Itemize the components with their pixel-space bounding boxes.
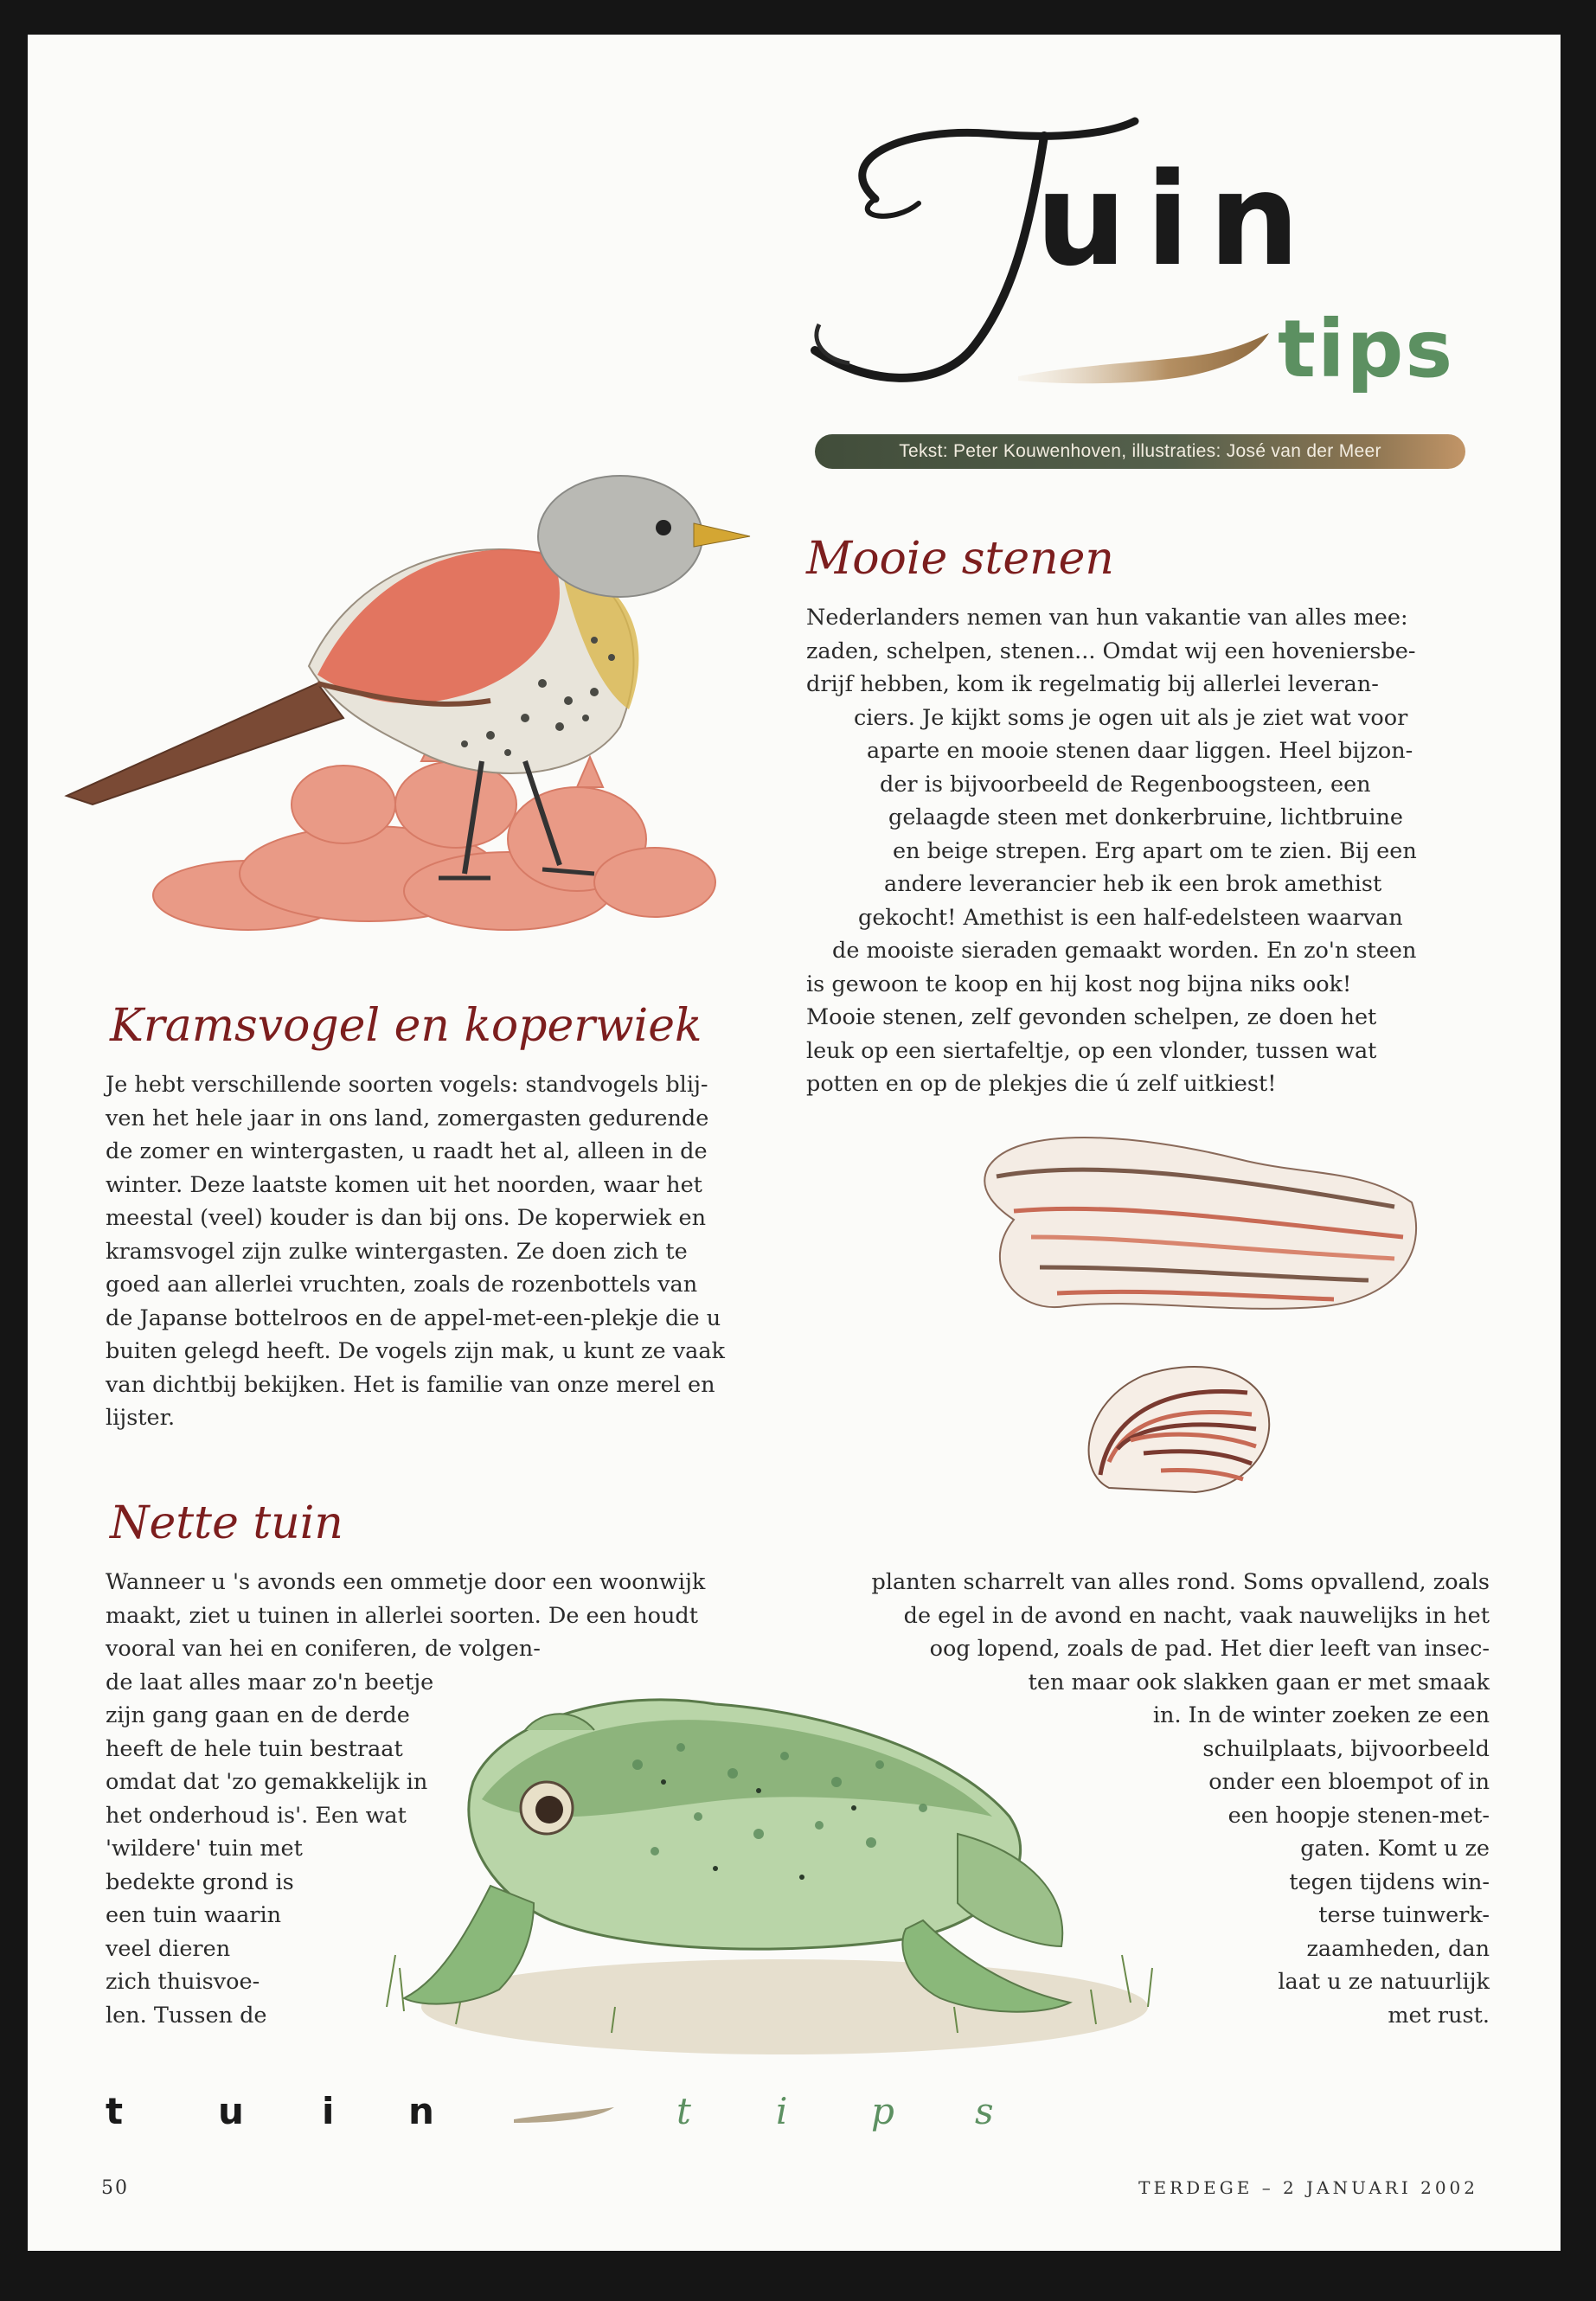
toad-illustration xyxy=(352,1661,1208,2067)
text-line: omdat dat 'zo gemakkelijk in xyxy=(106,1769,428,1795)
footer-letter: u xyxy=(218,2090,244,2132)
footer-letter: t xyxy=(106,2090,124,2132)
text-line: met rust. xyxy=(1388,2002,1490,2029)
text-line: gelaagde steen met donkerbruine, lichtbruine xyxy=(888,804,1404,830)
footer-brush-stroke xyxy=(512,2102,616,2128)
text-mooie-stenen xyxy=(806,601,1481,1101)
text-line: oog lopend, zoals de pad. Het dier leeft van insec- xyxy=(929,1636,1490,1662)
text-line: de Japanse bottelroos en de appel-met-een-plekje die u xyxy=(106,1304,721,1331)
text-line: zich thuisvoe- xyxy=(106,1969,260,1995)
text-line: goed aan allerlei vruchten, zoals de rozenbottels van xyxy=(106,1272,698,1298)
text-line: gaten. Komt u ze xyxy=(1300,1836,1490,1862)
text-line: der is bijvoorbeeld de Regenboogsteen, een xyxy=(880,771,1371,798)
magazine-page xyxy=(28,35,1561,2251)
text-line: leuk op een siertafeltje, op een vlonder, tussen wat xyxy=(806,1037,1377,1064)
text-line: buiten gelegd heeft. De vogels zijn mak, u kunt ze vaak xyxy=(106,1338,725,1364)
text-line: de egel in de avond en nacht, vaak nauwelijks in het xyxy=(903,1602,1490,1629)
text-line: de laat alles maar zo'n beetje xyxy=(106,1669,434,1695)
text-line: ven het hele jaar in ons land, zomergasten gedurende xyxy=(106,1105,709,1131)
text-line: ten maar ook slakken gaan er met smaak xyxy=(1028,1669,1490,1695)
text-line: ciers. Je kijkt soms je ogen uit als je ziet wat voor xyxy=(854,704,1408,731)
text-line: Nederlanders nemen van hun vakantie van alles mee: xyxy=(806,605,1408,631)
heading-nette-tuin: Nette tuin xyxy=(110,1497,343,1549)
heading-mooie-stenen: Mooie stenen xyxy=(806,533,1114,585)
text-line: zaden, schelpen, stenen... Omdat wij een hoveniersbe- xyxy=(806,638,1416,664)
fieldfare-bird-illustration xyxy=(58,355,819,977)
text-line: gekocht! Amethist is een half-edelsteen waarvan xyxy=(858,904,1403,931)
text-line: maakt, ziet u tuinen in allerlei soorten. De een houdt xyxy=(106,1602,698,1629)
footer-letter: p xyxy=(871,2090,894,2132)
text-line: zijn gang gaan en de derde xyxy=(106,1702,410,1728)
text-line: een hoopje stenen-met- xyxy=(1227,1802,1490,1829)
text-line: het onderhoud is'. Een wat xyxy=(106,1802,407,1829)
text-line: van dichtbij bekijken. Het is familie van onze merel en xyxy=(106,1371,715,1398)
heading-kramsvogel: Kramsvogel en koperwiek xyxy=(110,1000,702,1052)
footer-letter: i xyxy=(322,2090,335,2132)
text-line: lijster. xyxy=(106,1405,176,1431)
text-line: onder een bloempot of in xyxy=(1208,1769,1490,1795)
text-line: de zomer en wintergasten, u raadt het al, alleen in de xyxy=(106,1138,708,1164)
text-line: en beige strepen. Erg apart om te zien. Bij een xyxy=(893,837,1417,864)
brush-stroke-decoration xyxy=(1014,329,1273,398)
text-line: andere leverancier heb ik een brok amethist xyxy=(884,871,1382,897)
text-line: Mooie stenen, zelf gevonden schelpen, ze doen het xyxy=(806,1004,1377,1030)
text-line: is gewoon te koop en hij kost nog bijna niks ook! xyxy=(806,971,1352,997)
title-uin: uin xyxy=(1035,145,1319,294)
text-line: tegen tijdens win- xyxy=(1289,1868,1490,1895)
text-line: laat u ze natuurlijk xyxy=(1278,1969,1490,1995)
publication-line: TERDEGE – 2 JANUARI 2002 xyxy=(1138,2177,1478,2198)
footer-letter: n xyxy=(408,2090,434,2132)
text-line: potten en op de plekjes die ú zelf uitkiest! xyxy=(806,1071,1277,1097)
text-line: terse tuinwerk- xyxy=(1318,1902,1490,1928)
footer-letter: i xyxy=(776,2090,788,2132)
text-kramsvogel xyxy=(106,1068,798,1435)
footer-letter: t xyxy=(676,2090,691,2132)
text-line: in. In de winter zoeken ze een xyxy=(1152,1702,1490,1728)
text-line: 'wildere' tuin met xyxy=(106,1836,303,1862)
text-line: drijf hebben, kom ik regelmatig bij allerlei leveran- xyxy=(806,671,1379,697)
text-line: planten scharrelt van alles rond. Soms opvallend, zoals xyxy=(871,1569,1490,1595)
text-line: heeft de hele tuin bestraat xyxy=(106,1735,403,1762)
page-number: 50 xyxy=(101,2177,129,2199)
text-line: een tuin waarin xyxy=(106,1902,282,1928)
footer-letter: s xyxy=(975,2090,994,2132)
text-line: veel dieren xyxy=(106,1935,231,1962)
stones-and-shell-illustration xyxy=(962,1107,1446,1505)
text-line: vooral van hei en coniferen, de volgen- xyxy=(106,1636,541,1662)
text-line: meestal (veel) kouder is dan bij ons. De koperwiek en xyxy=(106,1205,707,1231)
text-line: Wanneer u 's avonds een ommetje door een woonwijk xyxy=(106,1569,706,1595)
text-line: Je hebt verschillende soorten vogels: standvogels blij- xyxy=(106,1072,708,1098)
text-line: len. Tussen de xyxy=(106,2002,267,2029)
text-line: winter. Deze laatste komen uit het noorden, waar het xyxy=(106,1171,702,1198)
title-tips: tips xyxy=(1278,303,1455,395)
text-line: zaamheden, dan xyxy=(1306,1935,1490,1962)
text-line: bedekte grond is xyxy=(106,1868,294,1895)
credit-bar: Tekst: Peter Kouwenhoven, illustraties: José van der Meer xyxy=(815,434,1465,469)
text-line: schuilplaats, bijvoorbeeld xyxy=(1202,1735,1490,1762)
text-line: aparte en mooie stenen daar liggen. Heel bijzon- xyxy=(867,738,1413,764)
text-line: de mooiste sieraden gemaakt worden. En zo'n steen xyxy=(832,938,1417,964)
text-line: kramsvogel zijn zulke wintergasten. Ze doen zich te xyxy=(106,1238,688,1265)
